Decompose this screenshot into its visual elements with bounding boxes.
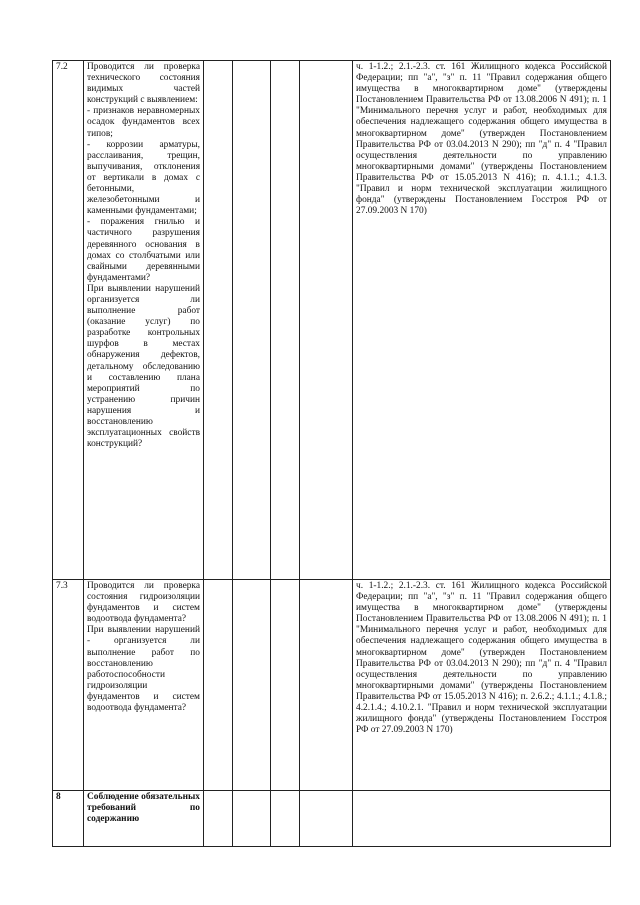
question-paragraph: При выявлении нарушений - организуется ли выполнение работ по восстановлению работоспособности гидроизоляции фундаментов и систем водоотвода фундамента? [87, 625, 200, 714]
legal-reference: ч. 1-1.2.; 2.1.-2.3. ст. 161 Жилищного кодекса Российской Федерации; пп "а", "з" п. 11 "Правил содержания общего имущества в многоквартирном доме" (утверждены Постановлением Правительства РФ от 13.08.2006 N 491); п. 1 "Минимального перечня услуг и работ, необходимых для обеспечения надлежащего содержания общего имущества в многоквартирном доме" (утвержден Постановлением Правительства РФ от 03.04.2013 N 290); пп "д" п. 4 "Правил осуществления деятельности по управлению многоквартирными домами" (утверждены Постановлением Правительства РФ от 15.05.2013 N 416); п. 2.6.2.; 4.1.1.; 4.1.8.; 4.2.1.4.; 4.10.2.1. "Правил и норм технической эксплуатации жилищного фонда" (утверждены Постановлением Госстроя РФ от 27.09.2003 N 170) [353, 580, 611, 791]
question-paragraph: Проводится ли проверка состояния гидроизоляции фундаментов и систем водоотвода фундамента? [87, 581, 200, 625]
section-title: Соблюдение обязательных требований по содержанию [84, 791, 204, 847]
answer-yes-cell [204, 580, 233, 791]
table-row [53, 791, 611, 847]
answer-no-cell [233, 791, 271, 847]
item-number: 7.3 [53, 580, 84, 791]
answer-no-cell [233, 61, 271, 580]
answer-na-cell [271, 61, 300, 580]
table-row [53, 61, 611, 580]
question-paragraph: - признаков неравномерных осадок фундаментов всех типов; [87, 106, 200, 139]
question-cell [84, 61, 204, 580]
legal-reference: ч. 1-1.2.; 2.1.-2.3. ст. 161 Жилищного кодекса Российской Федерации; пп "а", "з" п. 11 "Правил содержания общего имущества в многоквартирном доме" (утверждены Постановлением Правительства РФ от 13.08.2006 N 491); п. 1 "Минимального перечня услуг и работ, необходимых для обеспечения надлежащего содержания общего имущества в многоквартирном доме" (утвержден Постановлением Правительства РФ от 03.04.2013 N 290); пп "д" п. 4 "Правил осуществления деятельности по управлению многоквартирными домами" (утверждены Постановлением Правительства РФ от 15.05.2013 N 416); п. 4.1.1.; 4.1.3. "Правил и норм технической эксплуатации жилищного фонда" (утверждены Постановлением Госстроя РФ от 27.09.2003 N 170) [353, 61, 611, 580]
table-row [53, 580, 611, 791]
legal-reference [353, 791, 611, 847]
answer-no-cell [233, 580, 271, 791]
answer-na-cell [271, 791, 300, 847]
question-cell [84, 580, 204, 791]
question-paragraph: - поражения гнилью и частичного разрушения деревянного основания в домах со столбчатыми или свайными деревянными фундаментами? [87, 217, 200, 283]
answer-na-cell [271, 580, 300, 791]
note-cell [300, 61, 353, 580]
requirements-table [52, 60, 611, 847]
question-paragraph: Проводится ли проверка технического состояния видимых частей конструкций с выявлением: [87, 62, 200, 106]
question-paragraph: При выявлении нарушений организуется ли выполнение работ (оказание услуг) по разработке контрольных шурфов в местах обнаружения дефектов, детальному обследованию и составлению плана мероприятий по устранению причин нарушения и восстановлению эксплуатационных свойств конструкций? [87, 283, 200, 450]
answer-yes-cell [204, 791, 233, 847]
question-paragraph: - коррозии арматуры, расслаивания, трещин, выпучивания, отклонения от вертикали в домах с бетонными, железобетонными и каменными фундаментами; [87, 139, 200, 217]
note-cell [300, 580, 353, 791]
section-number: 8 [53, 791, 84, 847]
answer-yes-cell [204, 61, 233, 580]
item-number: 7.2 [53, 61, 84, 580]
note-cell [300, 791, 353, 847]
